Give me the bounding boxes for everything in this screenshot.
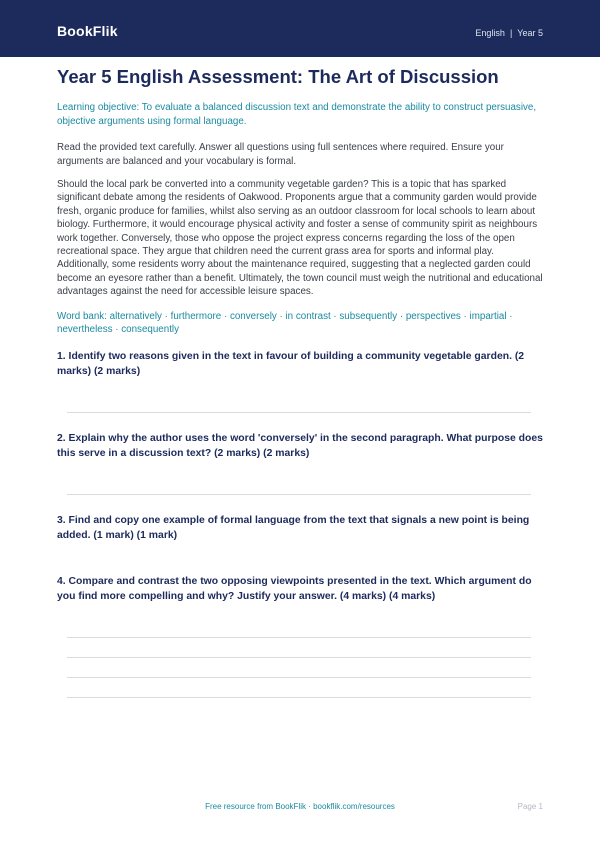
- answer-line[interactable]: [67, 412, 531, 413]
- answer-line[interactable]: [67, 697, 531, 698]
- worksheet-intro: [57, 65, 543, 337]
- question-4: [57, 575, 543, 604]
- page-title: Year 5 English Assessment: The Art of Discussion: [57, 66, 499, 87]
- answer-line[interactable]: [67, 637, 531, 638]
- instructions: Read the provided text carefully. Answer all questions using full sentences where required. Ensure your arguments are balanced and your vocabulary is formal.: [57, 142, 504, 167]
- subject-breadcrumb: [475, 28, 543, 38]
- question-text: 2. Explain why the author uses the word 'conversely' in the second paragraph. What purpose does this serve in a discussion text? (2 marks) (2 marks): [57, 433, 543, 459]
- question-2: [57, 432, 543, 461]
- answer-line[interactable]: [67, 494, 531, 495]
- page-header: [0, 0, 600, 57]
- answer-line[interactable]: [67, 677, 531, 678]
- question-text: 4. Compare and contrast the two opposing viewpoints presented in the text. Which argument do you find more compelling and why? Justify your answer. (4 marks) (4 marks): [57, 576, 532, 602]
- question-3: [57, 514, 543, 543]
- discussion-passage: Should the local park be converted into a community vegetable garden? This is a topic that has sparked significant debate among the residents of Oakwood. Proponents argue that a community garden would provide fresh, organic produce for families, whilst also serving as an outdoor classroom for local schools to learn about biology. Furthermore, it would encourage physical activity and foster a sense of community spirit as neighbours work together. Conversely, those who oppose the project express concerns regarding the loss of the open recreational space. They argue that children need the current grass area for sports and informal play. Additionally, some residents worry about the maintenance required, suggesting that a neglected garden could become an eyesore rather than a benefit. Ultimately, the town council must weigh the nutritional and educational advantages against the need for accessible leisure spaces.: [57, 179, 543, 298]
- learning-objective: Learning objective: To evaluate a balanced discussion text and demonstrate the ability to construct persuasive, objective arguments using formal language.: [57, 102, 537, 127]
- subject-label: English: [475, 28, 505, 38]
- footer-resource-link[interactable]: Free resource from BookFlik · bookflik.com/resources: [205, 802, 395, 811]
- year-label: Year 5: [517, 28, 543, 38]
- breadcrumb-separator: |: [509, 28, 513, 38]
- question-text: 3. Find and copy one example of formal language from the text that signals a new point is being added. (1 mark) (1 mark): [57, 515, 530, 541]
- page-number: Page 1: [517, 802, 543, 811]
- answer-line[interactable]: [67, 657, 531, 658]
- question-text: 1. Identify two reasons given in the text in favour of building a community vegetable garden. (2 marks) (2 marks): [57, 351, 525, 377]
- word-bank: Word bank: alternatively · furthermore · conversely · in contrast · subsequently · perspectives · impartial · nevertheless · consequently: [57, 310, 513, 336]
- question-1: [57, 350, 543, 379]
- brand-logo: BookFlik: [57, 23, 118, 39]
